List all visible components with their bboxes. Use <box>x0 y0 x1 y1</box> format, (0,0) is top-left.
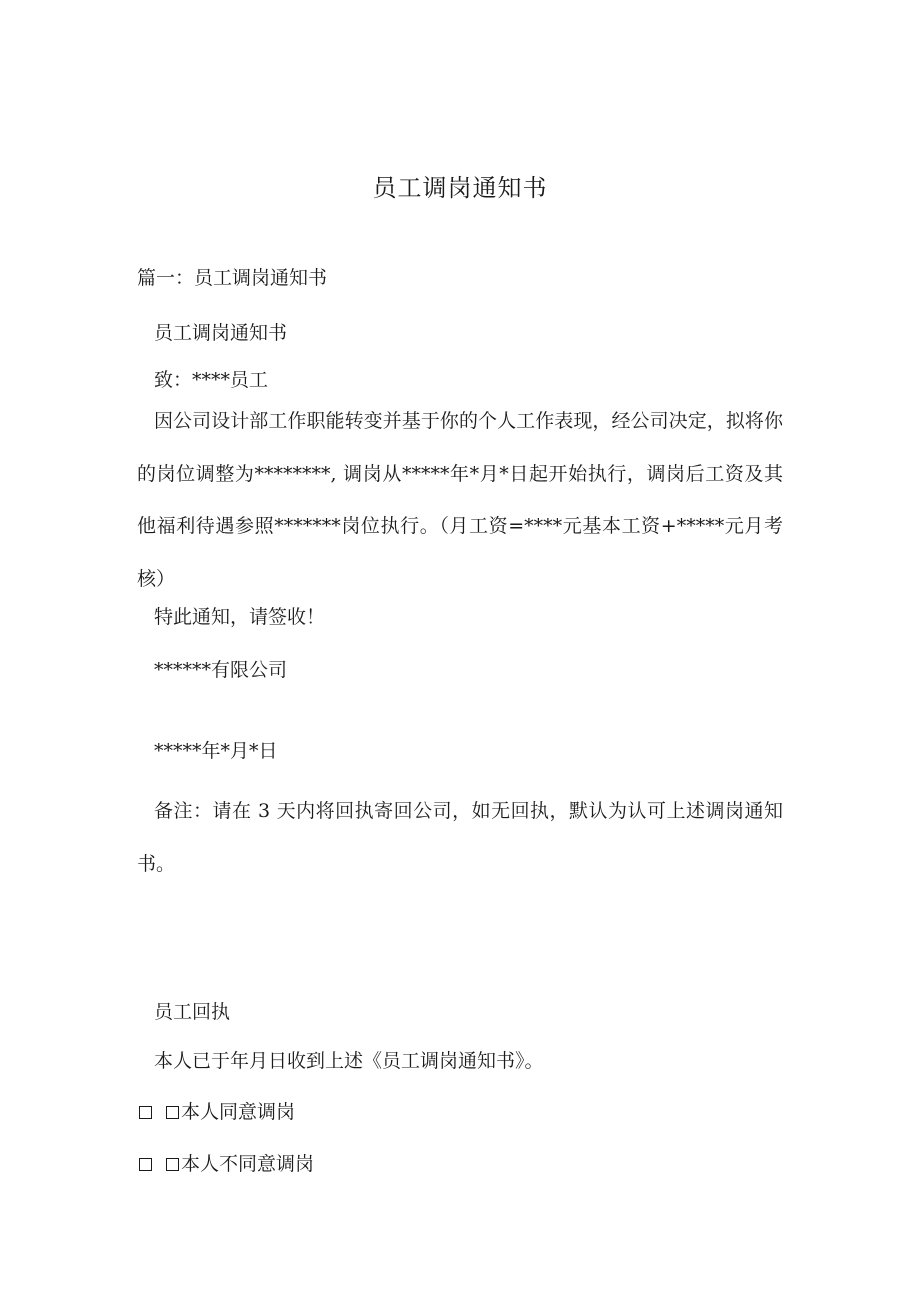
checkbox-icon[interactable] <box>139 1158 152 1171</box>
body-paragraph: 因公司设计部工作职能转变并基于你的个人工作表现，经公司决定，拟将你的岗位调整为********, 调岗从*****年*月*日起开始执行，调岗后工资及其他福利待遇参照*******岗位执行。（月工资=****元基本工资+*****元月考核） <box>137 410 783 590</box>
checkbox-icon[interactable] <box>139 1106 152 1119</box>
checkbox-icon[interactable] <box>166 1158 179 1171</box>
document-title: 员工调岗通知书 <box>372 174 548 202</box>
receipt-heading: 员工回执 <box>154 1001 231 1023</box>
option-agree-label: 本人同意调岗 <box>181 1101 296 1123</box>
notice-subtitle: 员工调岗通知书 <box>154 322 288 344</box>
addressee: 致：****员工 <box>154 369 269 391</box>
option-disagree[interactable] <box>139 1151 314 1177</box>
checkbox-icon[interactable] <box>166 1106 179 1119</box>
closing-line: 特此通知，请签收！ <box>154 606 326 628</box>
option-disagree-label: 本人不同意调岗 <box>181 1153 315 1175</box>
option-agree[interactable] <box>139 1099 295 1125</box>
notice-date: *****年*月*日 <box>154 740 278 762</box>
note-paragraph: 备注：请在 3 天内将回执寄回公司，如无回执，默认为认可上述调岗通知书。 <box>137 800 783 875</box>
section-heading: 篇一：员工调岗通知书 <box>137 267 328 289</box>
receipt-statement: 本人已于年月日收到上述《员工调岗通知书》。 <box>154 1050 544 1072</box>
company-name: ******有限公司 <box>154 659 288 681</box>
